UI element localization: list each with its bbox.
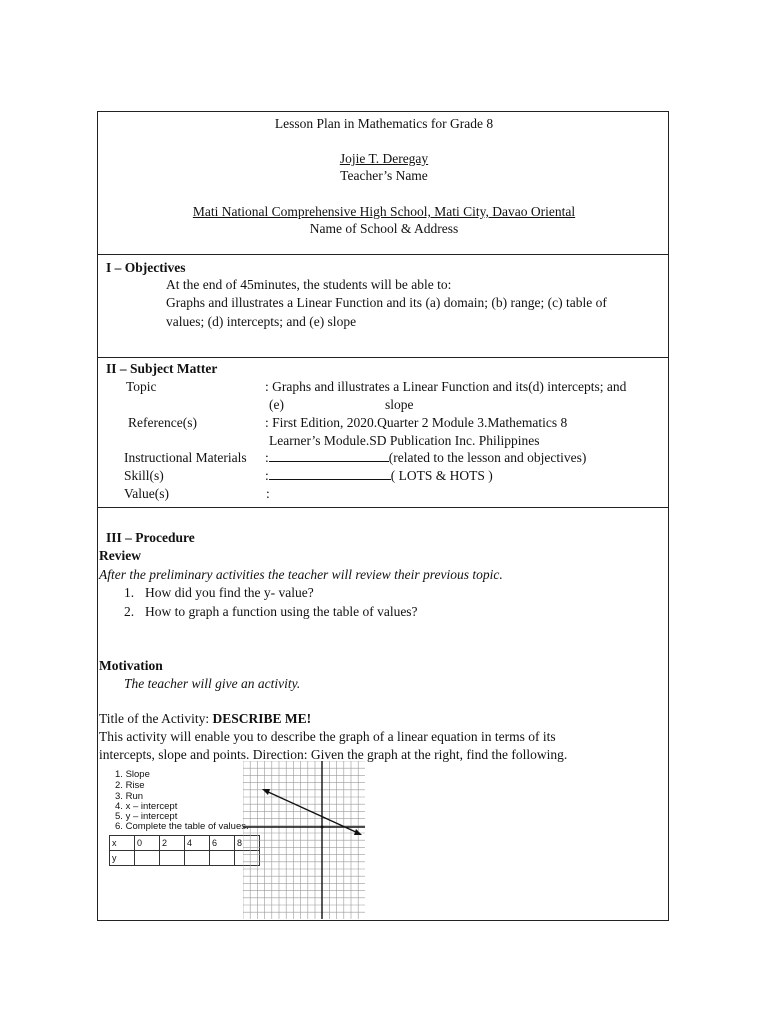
task-text: Run bbox=[125, 791, 144, 802]
reference-value: Learner’s Module.SD Publication Inc. Philippines bbox=[269, 433, 540, 448]
arrow-left-icon bbox=[262, 789, 270, 795]
table-cell bbox=[185, 851, 210, 866]
activity-description: This activity will enable you to describe the graph of a linear equation in terms of its bbox=[99, 729, 556, 744]
values-prefix: : bbox=[266, 486, 270, 501]
skills-label: Skill(s) bbox=[124, 468, 164, 483]
table-cell: 2 bbox=[160, 836, 185, 851]
review-intro: After the preliminary activities the teacher will review their previous topic. bbox=[99, 567, 503, 582]
table-row bbox=[110, 851, 260, 866]
motivation-heading: Motivation bbox=[99, 658, 163, 673]
lesson-plan-frame bbox=[97, 111, 669, 921]
materials-blank bbox=[269, 449, 389, 462]
task-number: 3. bbox=[115, 791, 123, 802]
task-number: 5. bbox=[115, 811, 123, 822]
skills-note: ( LOTS & HOTS ) bbox=[390, 468, 493, 483]
school-label: Name of School & Address bbox=[309, 221, 459, 236]
task-item bbox=[115, 780, 145, 791]
topic-value: : Graphs and illustrates a Linear Function and its(d) intercepts; and bbox=[265, 379, 627, 394]
skills-value bbox=[265, 467, 493, 484]
divider bbox=[98, 357, 668, 358]
school-name-value: Mati National Comprehensive High School, Mati City, Davao Oriental bbox=[192, 204, 576, 219]
reference-label: Reference(s) bbox=[128, 415, 197, 430]
task-text: x – intercept bbox=[125, 801, 178, 812]
materials-value bbox=[265, 449, 586, 466]
subject-matter-heading: II – Subject Matter bbox=[106, 361, 218, 376]
skills-blank bbox=[269, 467, 391, 480]
table-header-x: x bbox=[110, 836, 135, 851]
activity-title bbox=[99, 710, 311, 727]
values-label: Value(s) bbox=[124, 486, 169, 501]
task-number: 2. bbox=[115, 780, 123, 791]
task-text: Rise bbox=[125, 780, 145, 791]
coordinate-graph bbox=[243, 761, 365, 919]
table-cell: 6 bbox=[210, 836, 235, 851]
objectives-heading: I – Objectives bbox=[106, 260, 186, 275]
school-name bbox=[98, 203, 670, 220]
divider bbox=[98, 507, 668, 508]
teacher-label: Teacher’s Name bbox=[340, 168, 428, 183]
table-cell bbox=[160, 851, 185, 866]
review-heading: Review bbox=[99, 548, 141, 563]
task-text: Slope bbox=[125, 769, 150, 780]
procedure-heading: III – Procedure bbox=[106, 530, 195, 545]
teacher-name-value: Jojie T. Deregay bbox=[339, 151, 429, 166]
topic-value: slope bbox=[385, 397, 414, 412]
teacher-name bbox=[98, 150, 670, 167]
skills-prefix: : bbox=[265, 468, 269, 483]
origin-point bbox=[321, 826, 324, 829]
review-item-number: 1. bbox=[124, 585, 135, 600]
table-cell: 0 bbox=[135, 836, 160, 851]
task-item bbox=[115, 821, 249, 832]
task-number: 6. bbox=[115, 821, 123, 832]
objectives-line: values; (d) intercepts; and (e) slope bbox=[166, 314, 357, 329]
table-cell: 8 bbox=[235, 836, 260, 851]
activity-title-value: DESCRIBE ME! bbox=[212, 711, 312, 726]
motivation-text: The teacher will give an activity. bbox=[124, 676, 301, 691]
table-header-y: y bbox=[110, 851, 135, 866]
task-text: Complete the table of values. bbox=[125, 821, 249, 832]
table-cell bbox=[135, 851, 160, 866]
divider bbox=[98, 254, 668, 255]
review-item bbox=[124, 584, 134, 601]
topic-label: Topic bbox=[126, 379, 157, 394]
materials-prefix: : bbox=[265, 450, 269, 465]
activity-description: intercepts, slope and points. Direction: Given the graph at the right, find the following. bbox=[99, 747, 568, 762]
graph-grid bbox=[243, 761, 365, 919]
lesson-title: Lesson Plan in Mathematics for Grade 8 bbox=[274, 116, 494, 131]
task-number: 4. bbox=[115, 801, 123, 812]
materials-label: Instructional Materials bbox=[124, 450, 247, 465]
review-item-number: 2. bbox=[124, 604, 135, 619]
materials-note: (related to the lesson and objectives) bbox=[388, 450, 587, 465]
objectives-line: Graphs and illustrates a Linear Function and its (a) domain; (b) range; (c) table of bbox=[166, 295, 607, 310]
task-item bbox=[115, 769, 150, 780]
task-number: 1. bbox=[115, 769, 123, 780]
activity-title-label: Title of the Activity: bbox=[99, 711, 213, 726]
table-of-values bbox=[109, 835, 260, 866]
task-text: y – intercept bbox=[125, 811, 178, 822]
table-cell bbox=[210, 851, 235, 866]
review-item-text: How to graph a function using the table of values? bbox=[145, 604, 418, 619]
table-cell: 4 bbox=[185, 836, 210, 851]
reference-value: : First Edition, 2020.Quarter 2 Module 3.Mathematics 8 bbox=[265, 415, 568, 430]
review-item-text: How did you find the y- value? bbox=[145, 585, 314, 600]
review-item bbox=[124, 603, 134, 620]
objectives-line: At the end of 45minutes, the students will be able to: bbox=[166, 277, 452, 292]
table-row bbox=[110, 836, 260, 851]
topic-value: (e) bbox=[269, 397, 284, 412]
